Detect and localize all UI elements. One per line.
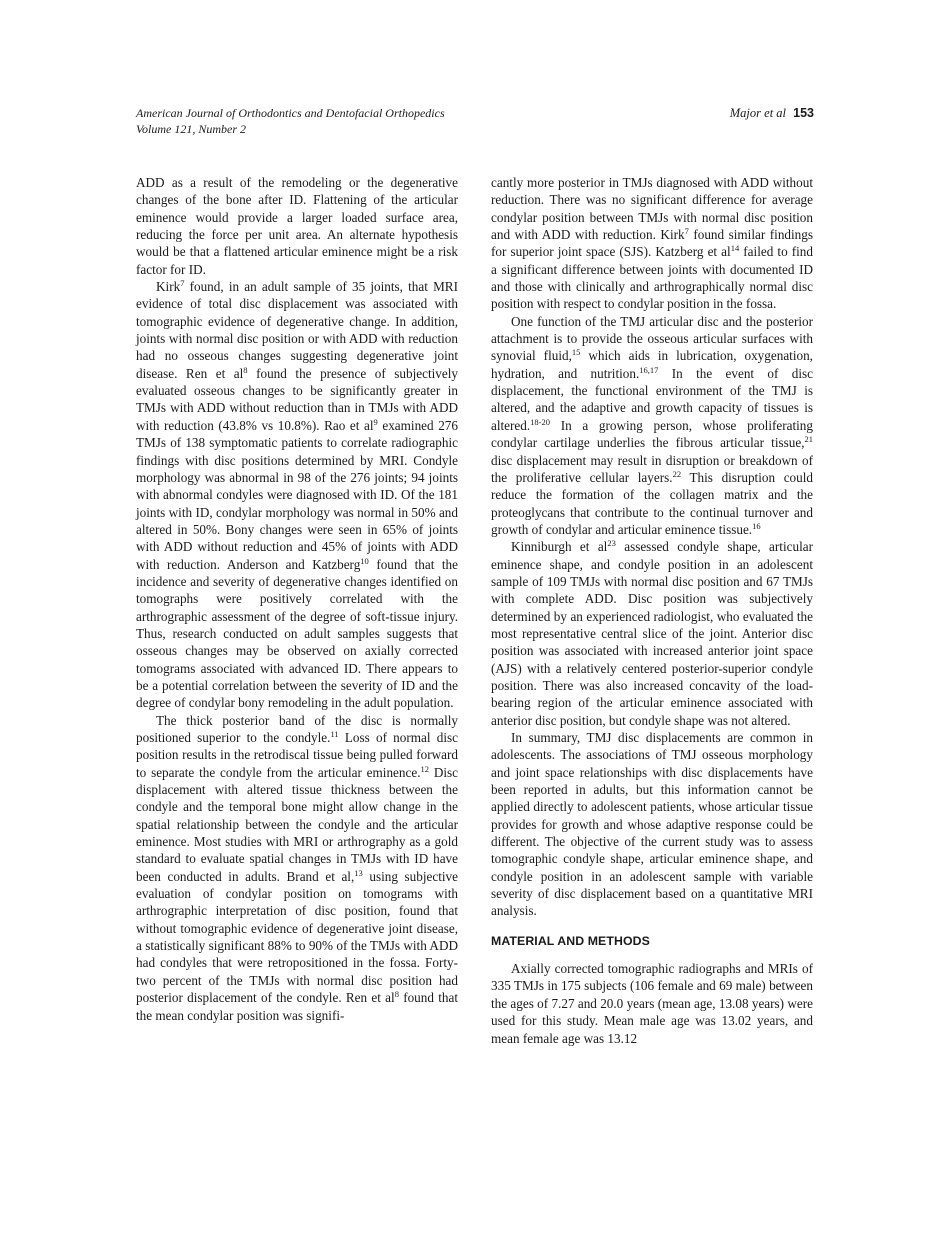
- paragraph: [491, 538, 813, 729]
- page-number: 153: [793, 106, 814, 120]
- text-run: found similar findings for superior joint space (SJS). Katzberg et al: [491, 227, 813, 260]
- text-run: failed to find a significant difference between joints with documented ID and those with clinically and arthrographically normal disc position with respect to condylar position in the fossa.: [491, 244, 813, 312]
- text-run: In the event of disc displacement, the functional environment of the TMJ is altered, and the adaptive and growth capacity of tissues is altered.: [491, 365, 813, 433]
- text-run: The thick posterior band of the disc is normally positioned superior to the condyle.: [136, 712, 458, 745]
- citation-ref: 23: [607, 538, 616, 549]
- citation-ref: 9: [373, 416, 378, 427]
- text-run: assessed condyle shape, articular eminence shape, and condyle position in an adolescent sample of 109 TMJs with normal disc position and 67 TMJs with complete ADD. Disc position was subjectively determined by an experienced radiologist, who evaluated the most representative central slice of the joint. Anterior disc position was associated with increased anterior joint space (AJS) with a relatively centered posterior-superior condyle position. There was also increased concavity of the load-bearing region of the articular eminence associated with anterior disc position, but condyle shape was not altered.: [491, 539, 813, 728]
- citation-ref: 16: [752, 520, 761, 531]
- text-run: disc displacement may result in disruption or breakdown of the proliferative cellular layers.: [491, 452, 813, 485]
- citation-ref: 18-20: [530, 416, 551, 427]
- paragraph: [491, 313, 813, 538]
- text-run: found that the mean condylar position was signifi-: [136, 990, 458, 1023]
- left-column: [136, 174, 458, 1024]
- right-column: [491, 174, 813, 1047]
- text-run: found, in an adult sample of 35 joints, that MRI evidence of total disc displacement was associated with tomographic evidence of degenerative change. In addition, joints with normal disc position or with ADD with reduction had no osseous changes suggesting degenerative joint disease. Ren et al: [136, 279, 458, 381]
- text-run: Kirk: [156, 279, 181, 295]
- paragraph: [136, 278, 458, 712]
- paragraph: [491, 174, 813, 313]
- text-run: Loss of normal disc position results in the retrodiscal tissue being pulled forward to separate the condyle from the articular eminence.: [136, 730, 458, 780]
- text-run: found the presence of subjectively evaluated osseous changes to be significantly greater in TMJs with ADD without reduction than in TMJs with ADD with reduction (43.8% vs 10.8%). Rao et al: [136, 365, 458, 433]
- text-run: using subjective evaluation of condylar position on tomograms with arthrographic interpretation of disc position, found that without tomographic evidence of degenerative joint disease, a statistically significant 88% to 90% of the TMJs with ADD had condyles that were retropositioned in the fossa. Forty-two percent of the TMJs with normal disc position had posterior displacement of the condyle. Ren et al: [136, 868, 458, 1006]
- citation-ref: 10: [360, 555, 369, 566]
- text-run: Kinniburgh et al: [511, 539, 608, 555]
- citation-ref: 13: [354, 867, 363, 878]
- citation-ref: 15: [571, 347, 581, 358]
- citation-ref: 14: [730, 243, 740, 254]
- citation-ref: 22: [672, 468, 682, 479]
- running-authors: Major et al: [729, 106, 787, 120]
- journal-volume: Volume 121, Number 2: [136, 122, 246, 136]
- text-run: which aids in lubrication, oxygenation, hydration, and nutrition.: [491, 348, 813, 381]
- paragraph: Axially corrected tomographic radiographs and MRIs of 335 TMJs in 175 subjects (106 female and 69 male) between the ages of 7.27 and 20.0 years (mean age, 13.08 years) were used for this study. Mean male age was 13.02 years, and mean female age was 13.12: [491, 961, 813, 1046]
- journal-title: American Journal of Orthodontics and Dentofacial Orthopedics: [136, 106, 445, 120]
- citation-ref: 7: [180, 278, 185, 289]
- text-run: One function of the TMJ articular disc and the posterior attachment is to provide the osseous articular surfaces with synovial fluid,: [491, 313, 813, 364]
- citation-ref: 8: [243, 364, 248, 375]
- citation-ref: 7: [684, 226, 689, 237]
- citation-ref: 11: [330, 729, 339, 739]
- text-run: found that the incidence and severity of degenerative changes identified on tomographs were positively correlated with the arthrographic assessment of the degree of soft-tissue injury. Thus, research conducted on adult samples suggests that osseous changes may be observed on axially corrected tomograms associated with advanced ID. There appears to be a potential correlation between the severity of ID and the degree of condylar bony remodeling in the adult population.: [136, 556, 459, 711]
- text-run: cantly more posterior in TMJs diagnosed with ADD without reduction. There was no significant difference for average condylar position between TMJs with normal disc position and with ADD with reduction. Kirk: [491, 175, 813, 243]
- paragraph: [136, 712, 458, 1024]
- text-run: In a growing person, whose proliferating condylar cartilage underlies the fibrous articular tissue,: [491, 417, 813, 451]
- running-header-journal: [136, 105, 445, 137]
- running-header-page: [730, 105, 814, 121]
- paragraph: In summary, TMJ disc displacements are common in adolescents. The associations of TMJ osseous morphology and joint space relationships with disc displacements have been reported in adults, but this information cannot be applied directly to adolescent patients, whose articular tissue provides for growth and whose adaptive response could be different. The objective of the current study was to assess tomographic condyle shape, articular eminence shape, and condyle position in an adolescent sample with variable severity of disc displacement based on a quantitative MRI analysis.: [491, 730, 813, 919]
- citation-ref: 8: [394, 989, 399, 1000]
- text-run: This disruption could reduce the formation of the collagen matrix and the proteoglycans that contribute to the continual turnover and growth of condylar and articular eminence tissue.: [491, 469, 813, 537]
- text-run: examined 276 TMJs of 138 symptomatic patients to correlate radiographic findings with disc positions determined by MRI. Condyle morphology was abnormal in 98 of the 276 joints; 94 joints with abnormal condyles were diagnosed with ID. Of the 181 joints with ID, condylar morphology was normal in 50% and altered in 50%. Bony changes were seen in 65% of joints with ADD without reduction and 45% of joints with ADD with reduction. Anderson and Katzberg: [136, 417, 458, 572]
- citation-ref: 12: [420, 763, 429, 774]
- section-heading: MATERIAL AND METHODS: [491, 933, 650, 948]
- citation-ref: 21: [804, 434, 813, 445]
- paragraph: ADD as a result of the remodeling or the degenerative changes of the bone after ID. Flattening of the articular eminence would provide a larger loaded surface area, reducing the force per unit area. An alternate hypothesis would be that a flattened articular eminence might be a risk factor for ID.: [136, 175, 458, 277]
- citation-ref: 16,17: [639, 364, 659, 375]
- text-run: Disc displacement with altered tissue thickness between the condyle and the temporal bone might allow change in the spatial relationship between the condyle and the articular eminence. Most studies with MRI or arthrography as a gold standard to evaluate spatial changes in TMJs with ID have been conducted in adults. Brand et al,: [136, 764, 458, 884]
